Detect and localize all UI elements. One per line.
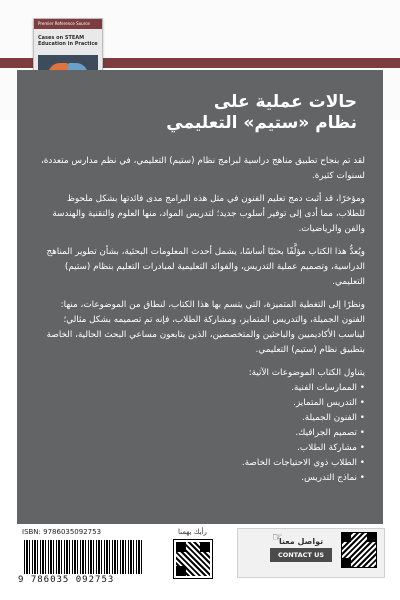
title-line-1: حالات عملية على (213, 92, 357, 112)
barcode (24, 540, 142, 574)
qr-opinion-label: رأيك يهمنا (178, 528, 207, 536)
topics-intro: يتناول الكتاب الموضوعات الآتية: (248, 368, 365, 378)
title-line-2: نظام «ستيم» التعليمي (166, 113, 357, 133)
book-series-label: Premier Reference Source (38, 21, 90, 26)
list-item: • الفنون الجميلة. (35, 411, 365, 426)
paragraph: ونظرًا إلى التغطية المتميزة، التي يتسم بها هذا الكتاب، لنطاق من الموضوعات، منها: الفنون الجميلة، والتدريس المتمايز، ومشاركة الطلاب، فإنه تم تصميمه بشكل مثالي؛ ليناسب الأكاديميين والباحثين والمتخصصين، الذين يتابعون مساعي البحث الحالية، الخاصة بتطبيق نظام (ستيم) التعليمي. (46, 300, 365, 355)
page-title (166, 92, 357, 134)
opinion-qr-code[interactable] (174, 540, 212, 578)
barcode-digits: 9 786035 092753 (18, 575, 115, 585)
list-item: • مشاركة الطلاب. (35, 441, 365, 456)
contact-arabic-label: تواصل معنا (279, 537, 324, 546)
contact-us-button[interactable]: CONTACT US (270, 548, 332, 562)
paragraph: ومؤخرًا، قد أثبت دمج تعليم الفنون في مثل هذه البرامج مدى فائدتها بشكل ملحوظ للطلاب، مما أدى إلى توفير أسلوب جديد؛ لتدريس المواد، منها العلوم والتقنية والهندسة والفن والرياضيات. (52, 194, 365, 234)
list-item: • الممارسات الفنية. (35, 381, 365, 396)
book-title: Cases on STEAM Education in Practice (38, 35, 98, 47)
list-item: • الطلاب ذوي الاحتياجات الخاصة. (35, 456, 365, 471)
list-item: • نماذج التدريس. (35, 471, 365, 486)
list-item: • تصميم الجرافيك. (35, 426, 365, 441)
description-panel (17, 70, 383, 524)
isbn-label: ISBN: 9786035092753 (22, 528, 102, 536)
topics-list (35, 381, 365, 486)
contact-qr-code[interactable] (342, 533, 376, 567)
description-text (35, 154, 365, 486)
hand-pointer-icon: ☞ (272, 530, 283, 544)
paragraph: ويُعدُّ هذا الكتاب مؤلَّفًا بحثيًا أساسًا، يشمل أحدث المعلومات البحثية، بشأن تطوير المناهج الدراسية، وتصميم عملية التدريس، والفوائد التعليمية لمبادرات التعليم بنظام (ستيم) التعليمي. (46, 247, 365, 287)
list-item: • التدريس المتمايز. (35, 396, 365, 411)
book-series-band (34, 19, 102, 29)
paragraph: لقد تم بنجاح تطبيق مناهج دراسية لبرامج نظام (ستيم) التعليمي، في نظم مدارس متعددة، لسنوات كثيرة. (40, 156, 365, 181)
